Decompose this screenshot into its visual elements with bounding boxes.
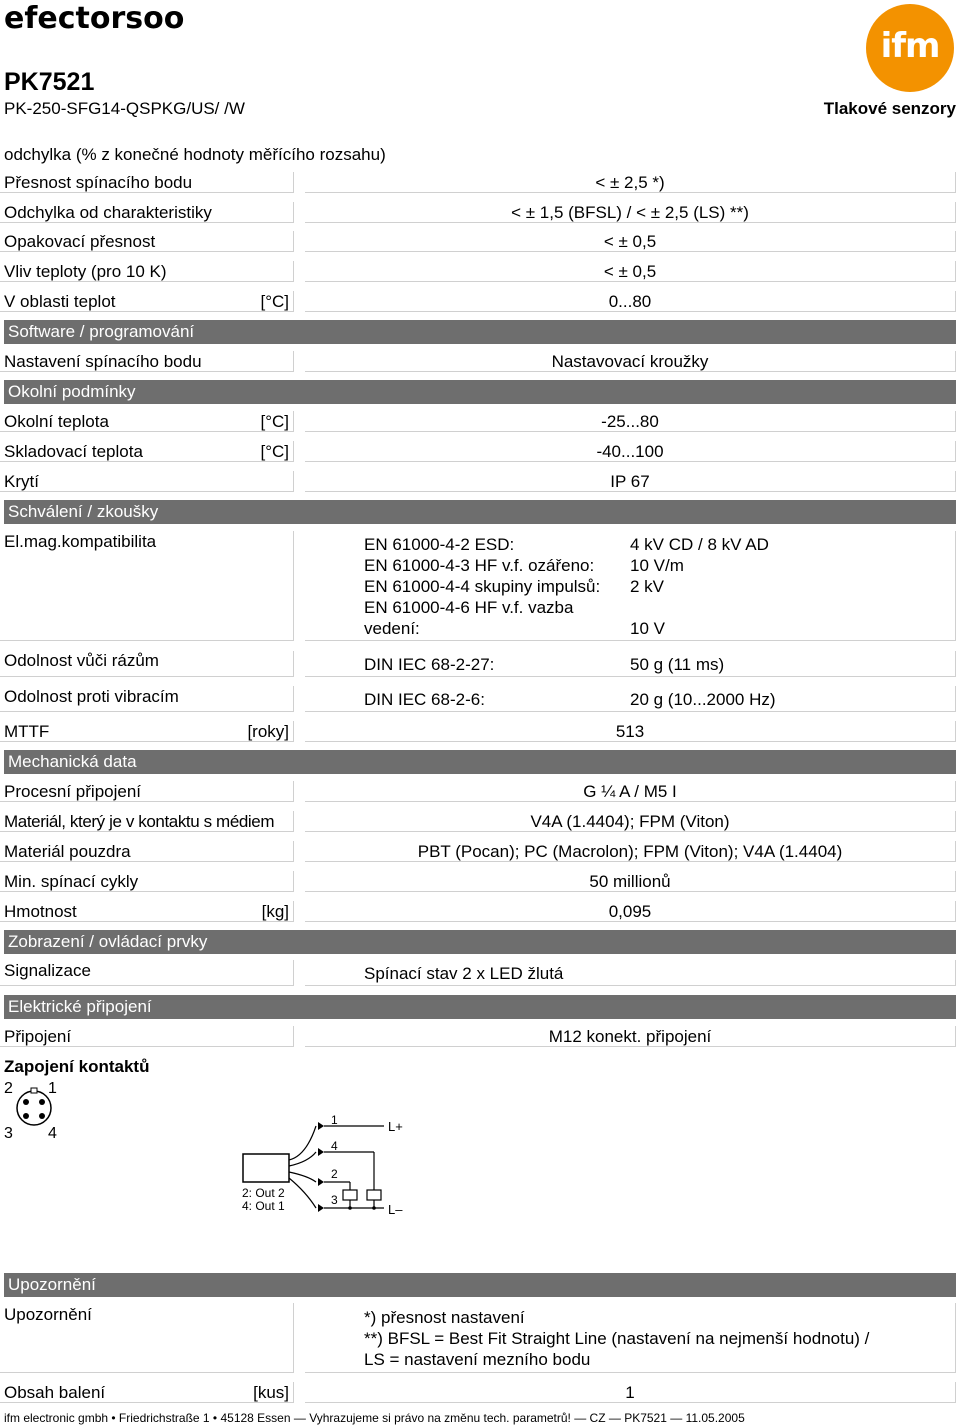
section-elektricke: Elektrické připojení	[4, 995, 956, 1019]
oblast-value: 0...80	[608, 292, 652, 311]
section-software: Software / programování	[4, 320, 956, 344]
charakteristika-label: Odchylka od charakteristiky	[4, 203, 212, 222]
obsah-value: 1	[625, 1383, 635, 1402]
cykly-label: Min. spínací cykly	[4, 872, 139, 891]
elmag-label: El.mag.kompatibilita	[4, 532, 157, 551]
elmag-std-line: EN 61000-4-3 HF v.f. ozářeno:	[364, 556, 595, 575]
pripojeni-value: M12 konekt. připojení	[548, 1027, 712, 1046]
material-medium-value: V4A (1.4404); FPM (Viton)	[530, 812, 730, 831]
material-pouzdra-label: Materiál pouzdra	[4, 842, 131, 861]
oblast-label: V oblasti teplot	[4, 292, 116, 311]
output-legend	[242, 1187, 285, 1213]
skladovaci-value: -40...100	[596, 442, 664, 461]
connector-pinout-icon	[2, 1076, 72, 1144]
oblast-unit: [°C]	[260, 292, 289, 311]
section-schvaleni: Schválení / zkoušky	[4, 500, 956, 524]
elmag-value-line: 10 V	[630, 619, 665, 638]
elmag-value-line: 10 V/m	[630, 556, 684, 575]
mttf-unit: [roky]	[247, 722, 289, 741]
ifm-logo	[866, 4, 954, 92]
l-minus-label: L–	[388, 1202, 403, 1217]
svg-text:2: 2	[4, 1080, 13, 1097]
skladovaci-unit: [°C]	[260, 442, 289, 461]
presnost-value: < ± 2,5 *)	[595, 173, 665, 192]
ifm-logo-text: ifm	[880, 26, 940, 66]
opakovaci-label: Opakovací přesnost	[4, 232, 156, 251]
okolni-teplota-value: -25...80	[601, 412, 659, 431]
svg-text:3: 3	[4, 1125, 13, 1142]
obsah-unit: [kus]	[253, 1383, 289, 1402]
upozorneni-line: *) přesnost nastavení	[364, 1308, 525, 1327]
odchylka-title: odchylka (% z konečné hodnoty měřícího rozsahu)	[4, 145, 386, 164]
hmotnost-label: Hmotnost	[4, 902, 77, 921]
skladovaci-label: Skladovací teplota	[4, 442, 143, 461]
pin3-label: 3	[331, 1193, 338, 1207]
razy-std: DIN IEC 68-2-27:	[364, 655, 495, 674]
section-okolni: Okolní podmínky	[4, 380, 956, 404]
upozorneni-line: **) BFSL = Best Fit Straight Line (nastavení na nejmenší hodnotu) /	[364, 1329, 870, 1348]
vibrace-std: DIN IEC 68-2-6:	[364, 690, 485, 709]
pin2-label: 2	[331, 1167, 338, 1181]
elmag-std-line: EN 61000-4-2 ESD:	[364, 535, 515, 554]
l-plus-label: L+	[388, 1119, 403, 1134]
vliv-value: < ± 0,5	[603, 262, 657, 281]
footer: ifm electronic gmbh • Friedrichstraße 1 • 45128 Essen — Vyhrazujeme si právo na změnu tech. parametrů! — CZ — PK7521 — 11.05.2005	[4, 1411, 745, 1425]
vibrace-value: 20 g (10...2000 Hz)	[630, 690, 776, 709]
pin1-label: 1	[331, 1113, 338, 1127]
signalizace-value: Spínací stav 2 x LED žlutá	[364, 964, 564, 983]
upozorneni-line: LS = nastavení mezního bodu	[364, 1350, 591, 1369]
section-mechanicka: Mechanická data	[4, 750, 956, 774]
elmag-std-line: vedení:	[364, 619, 420, 638]
opakovaci-value: < ± 0,5	[603, 232, 657, 251]
out2-label: 2: Out 2	[242, 1186, 285, 1200]
out1-label: 4: Out 1	[242, 1199, 285, 1213]
row-separator	[0, 471, 294, 492]
efector-brand-logo	[4, 4, 264, 32]
pin4-label: 4	[331, 1139, 338, 1153]
upozorneni-label: Upozornění	[4, 1305, 92, 1324]
product-category: Tlakové senzory	[823, 99, 956, 118]
okolni-teplota-label: Okolní teplota	[4, 412, 109, 431]
svg-text:1: 1	[48, 1080, 57, 1097]
hmotnost-value: 0,095	[608, 902, 652, 921]
nastaveni-label: Nastavení spínacího bodu	[4, 352, 202, 371]
product-code: PK7521	[4, 68, 95, 96]
zapojeni-title: Zapojení kontaktů	[4, 1057, 150, 1076]
elmag-standards	[364, 534, 600, 639]
hmotnost-unit: [kg]	[261, 902, 289, 921]
elmag-values	[630, 534, 769, 639]
section-zobrazeni: Zobrazení / ovládací prvky	[4, 930, 956, 954]
nastaveni-value: Nastavovací kroužky	[551, 352, 709, 371]
section-upozorneni: Upozornění	[4, 1273, 956, 1297]
procesni-value: G ¼ A / M5 I	[583, 782, 677, 801]
brand-text: efectorsoo	[4, 4, 185, 32]
svg-text:4: 4	[48, 1125, 57, 1142]
razy-value: 50 g (11 ms)	[630, 655, 725, 674]
pripojeni-label: Připojení	[4, 1027, 72, 1046]
mttf-label: MTTF	[4, 722, 50, 741]
procesni-label: Procesní připojení	[4, 782, 142, 801]
vibrace-label: Odolnost proti vibracím	[4, 687, 179, 706]
cykly-value: 50 millionů	[589, 872, 671, 891]
kryti-value: IP 67	[610, 472, 650, 491]
elmag-std-line: EN 61000-4-6 HF v.f. vazba	[364, 598, 574, 617]
product-variant: PK-250-SFG14-QSPKG/US/ /W	[4, 99, 245, 118]
kryti-label: Krytí	[4, 472, 39, 491]
elmag-value-line: 4 kV CD / 8 kV AD	[630, 535, 769, 554]
elmag-value-line: 2 kV	[630, 577, 665, 596]
material-medium-label: Materiál, který je v kontaktu s médiem	[4, 812, 275, 831]
obsah-label: Obsah balení	[4, 1383, 106, 1402]
material-pouzdra-value: PBT (Pocan); PC (Macrolon); FPM (Viton); V4A (1.4404)	[417, 842, 843, 861]
upozorneni-notes	[364, 1307, 869, 1370]
charakteristika-value: < ± 1,5 (BFSL) / < ± 2,5 (LS) **)	[511, 203, 749, 222]
presnost-label: Přesnost spínacího bodu	[4, 173, 193, 192]
signalizace-label: Signalizace	[4, 961, 91, 980]
elmag-std-line: EN 61000-4-4 skupiny impulsů:	[364, 577, 601, 596]
okolni-teplota-unit: [°C]	[260, 412, 289, 431]
razy-label: Odolnost vůči rázům	[4, 651, 159, 670]
elmag-value-spacer	[630, 597, 769, 618]
mttf-value: 513	[615, 722, 645, 741]
vliv-label: Vliv teploty (pro 10 K)	[4, 262, 167, 281]
